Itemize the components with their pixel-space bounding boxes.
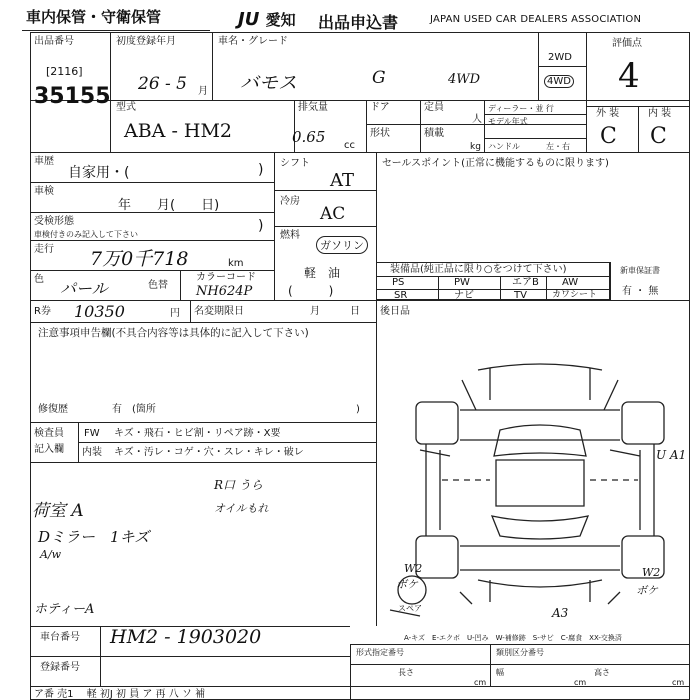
bottom-strip: ア番 売1 軽 初J 初 員 ア 再 八 ソ 補	[34, 689, 206, 700]
month-unit: 月	[198, 86, 208, 97]
chassis-label: 車台番号	[40, 632, 80, 643]
lot-number: 35155	[34, 84, 111, 109]
color-code-value: NH624P	[196, 284, 253, 299]
equip-sr: SR	[394, 290, 408, 301]
receive-label: 受検形態	[34, 216, 74, 227]
receive-note: 車検付きのみ記入して下さい	[34, 230, 138, 239]
registration-label: 登録番号	[40, 662, 80, 673]
fuel-alt: 軽 油	[304, 266, 341, 280]
diagram-u-a1: U A1	[656, 448, 687, 462]
equip-aw: AW	[562, 277, 579, 288]
mileage-label: 走行	[34, 244, 54, 255]
inspection-label: 車検	[34, 186, 54, 197]
color2-label: 色替	[148, 280, 168, 291]
grade-value: G	[372, 68, 386, 88]
equipment-title: 装備品(純正品に限り○をつけて下さい)	[390, 264, 567, 275]
note-mirror: Dミラー 1キズ	[38, 528, 150, 546]
logo-text: JU	[238, 9, 260, 30]
damage-legend: A-キズ E-エクボ U-凹み W-補修跡 S-サビ C-腐食 XX-交換済	[404, 634, 622, 642]
fuel-value: ガソリン	[316, 236, 368, 254]
spare-label: スペア	[398, 604, 422, 613]
shape-spec-label: 形式指定番号	[356, 648, 404, 657]
name-change-value: 月 日	[310, 306, 360, 317]
repair-label: 修復歴	[38, 404, 68, 415]
model-label: 型式	[116, 102, 136, 113]
width-unit: cm	[574, 678, 587, 687]
fw-label: FW	[84, 428, 100, 439]
warranty-label: 新車保証書	[620, 266, 660, 275]
height-label: 高さ	[594, 668, 610, 677]
model-year-label: モデル年式	[488, 117, 528, 126]
lot-sub: [2116]	[46, 65, 83, 78]
history-close: )	[258, 162, 264, 178]
displacement-value: 0.65	[292, 128, 326, 146]
tax-label: R券	[34, 306, 51, 317]
name-grade-label: 車名・グレード	[218, 36, 288, 47]
diagram-w2-left-sub: ボケ	[396, 578, 418, 591]
interior-value: C	[650, 124, 667, 149]
first-reg-value: 26 - 5	[138, 74, 187, 94]
dealer-label: ディーラー・並 行	[488, 104, 554, 113]
inspector-sub-label: 記入欄	[34, 444, 64, 455]
drive-2wd: 2WD	[548, 52, 572, 63]
rating-label: 評価点	[612, 38, 642, 49]
exterior-value: C	[600, 124, 617, 149]
repair-value: 有 (箇所	[112, 404, 156, 415]
chassis-value: HM2 - 1903020	[110, 626, 262, 648]
receive-close: )	[258, 218, 264, 234]
equip-ps: PS	[392, 277, 405, 288]
load-unit: kg	[470, 142, 481, 152]
diagram-a3: A3	[552, 606, 569, 620]
shape-label: 形状	[370, 128, 390, 139]
note-aw: A/w	[40, 548, 62, 561]
model-value: ABA - HM2	[124, 120, 233, 142]
sales-point-label: セールスポイント(正常に機能するものに限ります)	[382, 158, 609, 169]
diagram-w2-right: W2	[642, 566, 661, 579]
later-items-label: 後日品	[380, 306, 410, 317]
diagram-w2-right-sub: ボケ	[636, 584, 658, 597]
storage-title: 車内保管・守衛保管	[26, 8, 162, 26]
equip-seat: カワシート	[552, 290, 598, 300]
car-name: バモス	[240, 72, 298, 94]
color-code-label: カラーコード	[196, 272, 256, 283]
mileage-value: 7万0千718	[90, 248, 189, 270]
fuel-paren: ( )	[288, 284, 334, 298]
seats-unit: 人	[472, 114, 482, 125]
drive-note: 4WD	[448, 72, 481, 87]
lot-label: 出品番号	[34, 36, 74, 47]
handle-options: 左・右	[546, 142, 570, 151]
history-label: 車歴	[34, 156, 54, 167]
exterior-label: 外 装	[596, 108, 620, 119]
interior-label: 内 装	[648, 108, 672, 119]
fw-items: キズ・飛石・ヒビ割・リペア跡・X要	[114, 428, 281, 439]
rating-value: 4	[618, 56, 640, 96]
warranty-value: 有 ・ 無	[622, 286, 659, 297]
length-unit: cm	[474, 678, 487, 687]
ac-label: 冷房	[280, 196, 300, 207]
repair-close: )	[356, 404, 360, 415]
color-value: パール	[60, 279, 108, 298]
shift-value: AT	[330, 170, 355, 191]
history-value: 自家用・(	[68, 165, 130, 181]
name-change-label: 名変期限日	[194, 306, 244, 317]
fuel-label: 燃料	[280, 230, 300, 241]
mileage-unit: km	[228, 258, 244, 269]
association-name: JAPAN USED CAR DEALERS ASSOCIATION	[430, 14, 642, 25]
note-body: ホティーA	[34, 602, 95, 617]
drive-4wd: 4WD	[544, 75, 574, 88]
inspection-value: 年 月( 日)	[118, 198, 220, 213]
height-unit: cm	[672, 678, 685, 687]
inspector-label: 検査員	[34, 428, 64, 439]
seats-label: 定員	[424, 102, 444, 113]
width-label: 幅	[496, 668, 504, 677]
ju-logo	[238, 9, 296, 30]
displacement-label: 排気量	[298, 102, 328, 113]
diagram-w2-left: W2	[404, 562, 423, 575]
interior-insp-items: キズ・汚レ・コゲ・穴・スレ・キレ・破レ	[114, 447, 304, 458]
equip-pw: PW	[454, 277, 470, 288]
ac-value: AC	[320, 204, 346, 224]
tax-unit: 円	[170, 308, 180, 319]
note-rear: R口 うら	[214, 478, 263, 492]
interior-insp-label: 内装	[82, 447, 102, 458]
logo-region: 愛知	[265, 11, 296, 29]
remarks-title: 注意事項申告欄(不具合内容等は具体的に記入して下さい)	[38, 327, 309, 339]
color-label: 色	[34, 274, 44, 285]
equip-airbag: エアB	[512, 277, 539, 288]
handle-label: ハンドル	[488, 142, 520, 151]
tax-value: 10350	[74, 302, 125, 321]
category-label: 類別区分番号	[496, 648, 544, 657]
form-title: 出品申込書	[318, 13, 399, 32]
note-cargo: 荷室 A	[32, 501, 84, 521]
equip-navi: ナビ	[454, 290, 474, 301]
first-reg-label: 初度登録年月	[116, 36, 176, 47]
length-label: 長さ	[398, 668, 414, 677]
load-label: 積載	[424, 128, 444, 139]
shift-label: シフト	[280, 158, 310, 169]
door-label: ドア	[370, 102, 390, 113]
note-oil: オイルもれ	[214, 502, 269, 515]
equip-tv: TV	[514, 290, 527, 301]
displacement-unit: cc	[344, 140, 355, 151]
